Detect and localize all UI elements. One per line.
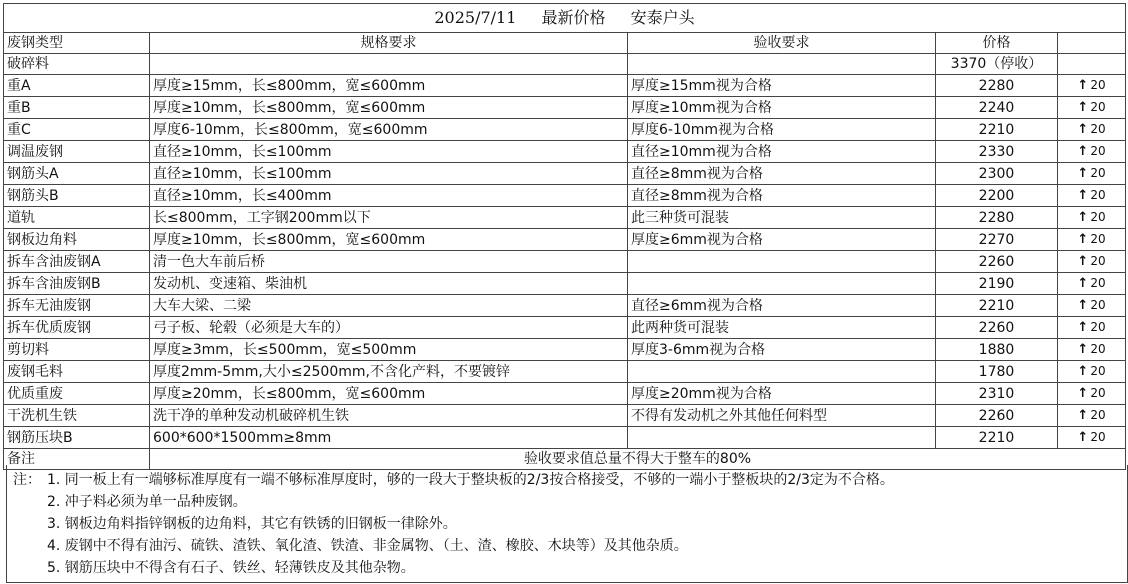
price-cell: 2260 [936, 317, 1058, 339]
spec-cell: 厚度≥3mm，长≤500mm，宽≤500mm [150, 339, 628, 361]
sheet-title [4, 4, 1126, 33]
header-row [4, 33, 1126, 54]
acceptance-cell [628, 427, 936, 449]
acceptance-cell: 厚度≥20mm视为合格 [628, 383, 936, 405]
price-cell: 1880 [936, 339, 1058, 361]
change-cell [1058, 229, 1126, 251]
type-cell: 重B [4, 97, 150, 119]
acceptance-cell [628, 361, 936, 383]
price-cell: 2210 [936, 119, 1058, 141]
up-arrow-icon: ↑ [1077, 364, 1089, 379]
change-cell [1058, 295, 1126, 317]
price-cell: 2260 [936, 405, 1058, 427]
change-value: 20 [1090, 276, 1106, 290]
change-value: 20 [1090, 320, 1106, 334]
type-cell: 重C [4, 119, 150, 141]
type-cell: 钢筋头B [4, 185, 150, 207]
header-price: 价格 [936, 33, 1058, 54]
up-arrow-icon: ↑ [1077, 232, 1089, 247]
up-arrow-icon: ↑ [1077, 166, 1089, 181]
price-table [3, 3, 1126, 470]
price-cell: 1780 [936, 361, 1058, 383]
up-arrow-icon: ↑ [1077, 408, 1089, 423]
change-cell [1058, 119, 1126, 141]
note-text: 5. 钢筋压块中不得含有石子、铁丝、轻薄铁皮及其他杂物。 [47, 560, 415, 576]
spec-cell: 厚度≥15mm，长≤800mm，宽≤600mm [150, 75, 628, 97]
change-value: 20 [1090, 166, 1106, 180]
change-cell [1058, 141, 1126, 163]
change-value: 20 [1090, 430, 1106, 444]
note-text: 2. 冲子料必须为单一品种废钢。 [47, 494, 247, 510]
type-cell: 废钢毛料 [4, 361, 150, 383]
note-text: 4. 废钢中不得有油污、硫铁、渣铁、氧化渣、铁渣、非金属物、（土、渣、橡胶、木块等）及其他杂质。 [47, 538, 688, 554]
up-arrow-icon: ↑ [1077, 78, 1089, 93]
note-item [13, 535, 1121, 557]
type-cell: 拆车优质废钢 [4, 317, 150, 339]
change-cell [1058, 163, 1126, 185]
change-cell [1058, 251, 1126, 273]
up-arrow-icon: ↑ [1077, 144, 1089, 159]
up-arrow-icon: ↑ [1077, 188, 1089, 203]
spec-cell: 长≤800mm，工字钢200mm以下 [150, 207, 628, 229]
remark-label: 备注 [4, 449, 150, 470]
change-value: 20 [1090, 144, 1106, 158]
table-row [4, 427, 1126, 449]
acceptance-cell [628, 273, 936, 295]
type-cell: 剪切料 [4, 339, 150, 361]
header-spec: 规格要求 [150, 33, 628, 54]
acceptance-cell: 厚度≥6mm视为合格 [628, 229, 936, 251]
change-value: 20 [1090, 188, 1106, 202]
spec-cell: 清一色大车前后桥 [150, 251, 628, 273]
table-row [4, 185, 1126, 207]
up-arrow-icon: ↑ [1077, 298, 1089, 313]
change-cell [1058, 185, 1126, 207]
up-arrow-icon: ↑ [1077, 430, 1089, 445]
price-cell: 3370（停收） [936, 54, 1058, 75]
price-cell: 2240 [936, 97, 1058, 119]
change-cell [1058, 361, 1126, 383]
title-location: 安泰户头 [630, 8, 695, 27]
change-value: 20 [1090, 342, 1106, 356]
change-value: 20 [1090, 254, 1106, 268]
acceptance-cell: 直径≥10mm视为合格 [628, 141, 936, 163]
change-value: 20 [1090, 210, 1106, 224]
title-row [4, 4, 1126, 33]
change-value: 20 [1090, 122, 1106, 136]
change-cell [1058, 75, 1126, 97]
header-change [1058, 33, 1126, 54]
acceptance-cell: 此三种货可混装 [628, 207, 936, 229]
table-row [4, 273, 1126, 295]
price-sheet [3, 3, 1125, 576]
spec-cell: 大车大梁、二梁 [150, 295, 628, 317]
note-item [13, 557, 1121, 579]
price-cell: 2210 [936, 427, 1058, 449]
note-item [13, 469, 1121, 491]
up-arrow-icon: ↑ [1077, 320, 1089, 335]
acceptance-cell: 厚度≥15mm视为合格 [628, 75, 936, 97]
acceptance-cell [628, 54, 936, 75]
acceptance-cell: 厚度6-10mm视为合格 [628, 119, 936, 141]
remark-text: 验收要求值总量不得大于整车的80% [150, 449, 1126, 470]
up-arrow-icon: ↑ [1077, 342, 1089, 357]
spec-cell: 600*600*1500mm≥8mm [150, 427, 628, 449]
acceptance-cell: 直径≥6mm视为合格 [628, 295, 936, 317]
type-cell: 拆车含油废钢B [4, 273, 150, 295]
change-cell [1058, 273, 1126, 295]
change-value: 20 [1090, 364, 1106, 378]
table-row [4, 75, 1126, 97]
type-cell: 拆车含油废钢A [4, 251, 150, 273]
acceptance-cell: 直径≥8mm视为合格 [628, 163, 936, 185]
type-cell: 钢板边角料 [4, 229, 150, 251]
table-row [4, 141, 1126, 163]
table-row [4, 163, 1126, 185]
table-row [4, 317, 1126, 339]
change-cell [1058, 383, 1126, 405]
type-cell: 优质重废 [4, 383, 150, 405]
change-cell [1058, 317, 1126, 339]
spec-cell [150, 54, 628, 75]
acceptance-cell: 厚度≥10mm视为合格 [628, 97, 936, 119]
change-value: 20 [1090, 100, 1106, 114]
note-item [13, 513, 1121, 535]
spec-cell: 洗干净的单种发动机破碎机生铁 [150, 405, 628, 427]
spec-cell: 厚度≥20mm，长≤800mm，宽≤600mm [150, 383, 628, 405]
header-acceptance: 验收要求 [628, 33, 936, 54]
price-cell: 2280 [936, 207, 1058, 229]
type-cell: 干洗机生铁 [4, 405, 150, 427]
price-cell: 2200 [936, 185, 1058, 207]
table-row [4, 295, 1126, 317]
acceptance-cell: 直径≥8mm视为合格 [628, 185, 936, 207]
price-cell: 2330 [936, 141, 1058, 163]
notes-prefix: 注： [13, 472, 41, 488]
spec-cell: 厚度≥10mm，长≤800mm，宽≤600mm [150, 97, 628, 119]
table-row [4, 229, 1126, 251]
change-cell [1058, 427, 1126, 449]
table-row [4, 97, 1126, 119]
type-cell: 拆车无油废钢 [4, 295, 150, 317]
change-cell [1058, 405, 1126, 427]
up-arrow-icon: ↑ [1077, 276, 1089, 291]
change-value: 20 [1090, 408, 1106, 422]
change-cell [1058, 54, 1126, 75]
change-cell [1058, 207, 1126, 229]
price-cell: 2310 [936, 383, 1058, 405]
price-cell: 2280 [936, 75, 1058, 97]
change-value: 20 [1090, 78, 1106, 92]
notes-box [6, 465, 1128, 583]
spec-cell: 直径≥10mm，长≤100mm [150, 141, 628, 163]
table-row [4, 383, 1126, 405]
title-label: 最新价格 [541, 8, 606, 27]
table-row [4, 251, 1126, 273]
table-row [4, 339, 1126, 361]
price-cell: 2260 [936, 251, 1058, 273]
up-arrow-icon: ↑ [1077, 122, 1089, 137]
acceptance-cell: 此两种货可混装 [628, 317, 936, 339]
acceptance-cell: 不得有发动机之外其他任何料型 [628, 405, 936, 427]
title-date: 2025/7/11 [434, 8, 517, 27]
change-value: 20 [1090, 232, 1106, 246]
table-row [4, 119, 1126, 141]
spec-cell: 厚度≥10mm，长≤800mm，宽≤600mm [150, 229, 628, 251]
price-cell: 2190 [936, 273, 1058, 295]
table-row [4, 207, 1126, 229]
change-value: 20 [1090, 298, 1106, 312]
spec-cell: 直径≥10mm，长≤100mm [150, 163, 628, 185]
price-cell: 2210 [936, 295, 1058, 317]
acceptance-cell [628, 251, 936, 273]
spec-cell: 厚度6-10mm，长≤800mm，宽≤600mm [150, 119, 628, 141]
type-cell: 钢筋头A [4, 163, 150, 185]
spec-cell: 发动机、变速箱、柴油机 [150, 273, 628, 295]
up-arrow-icon: ↑ [1077, 386, 1089, 401]
type-cell: 重A [4, 75, 150, 97]
table-row [4, 361, 1126, 383]
header-type: 废钢类型 [4, 33, 150, 54]
up-arrow-icon: ↑ [1077, 210, 1089, 225]
change-value: 20 [1090, 386, 1106, 400]
up-arrow-icon: ↑ [1077, 100, 1089, 115]
type-cell: 调温废钢 [4, 141, 150, 163]
note-item [13, 491, 1121, 513]
change-cell [1058, 339, 1126, 361]
spec-cell: 弓子板、轮毂（必须是大车的） [150, 317, 628, 339]
price-cell: 2300 [936, 163, 1058, 185]
note-text: 1. 同一板上有一端够标准厚度有一端不够标准厚度时，够的一段大于整块板的2/3按合格接受，不够的一端小于整板块的2/3定为不合格。 [47, 472, 894, 488]
spec-cell: 厚度2mm-5mm,大小≤2500mm,不含化产料，不要镀锌 [150, 361, 628, 383]
note-text: 3. 钢板边角料指锌钢板的边角料，其它有铁锈的旧钢板一律除外。 [47, 516, 457, 532]
change-cell [1058, 97, 1126, 119]
type-cell: 道轨 [4, 207, 150, 229]
acceptance-cell: 厚度3-6mm视为合格 [628, 339, 936, 361]
up-arrow-icon: ↑ [1077, 254, 1089, 269]
type-cell: 破碎料 [4, 54, 150, 75]
table-row [4, 54, 1126, 75]
price-cell: 2270 [936, 229, 1058, 251]
type-cell: 钢筋压块B [4, 427, 150, 449]
table-row [4, 405, 1126, 427]
spec-cell: 直径≥10mm，长≤400mm [150, 185, 628, 207]
